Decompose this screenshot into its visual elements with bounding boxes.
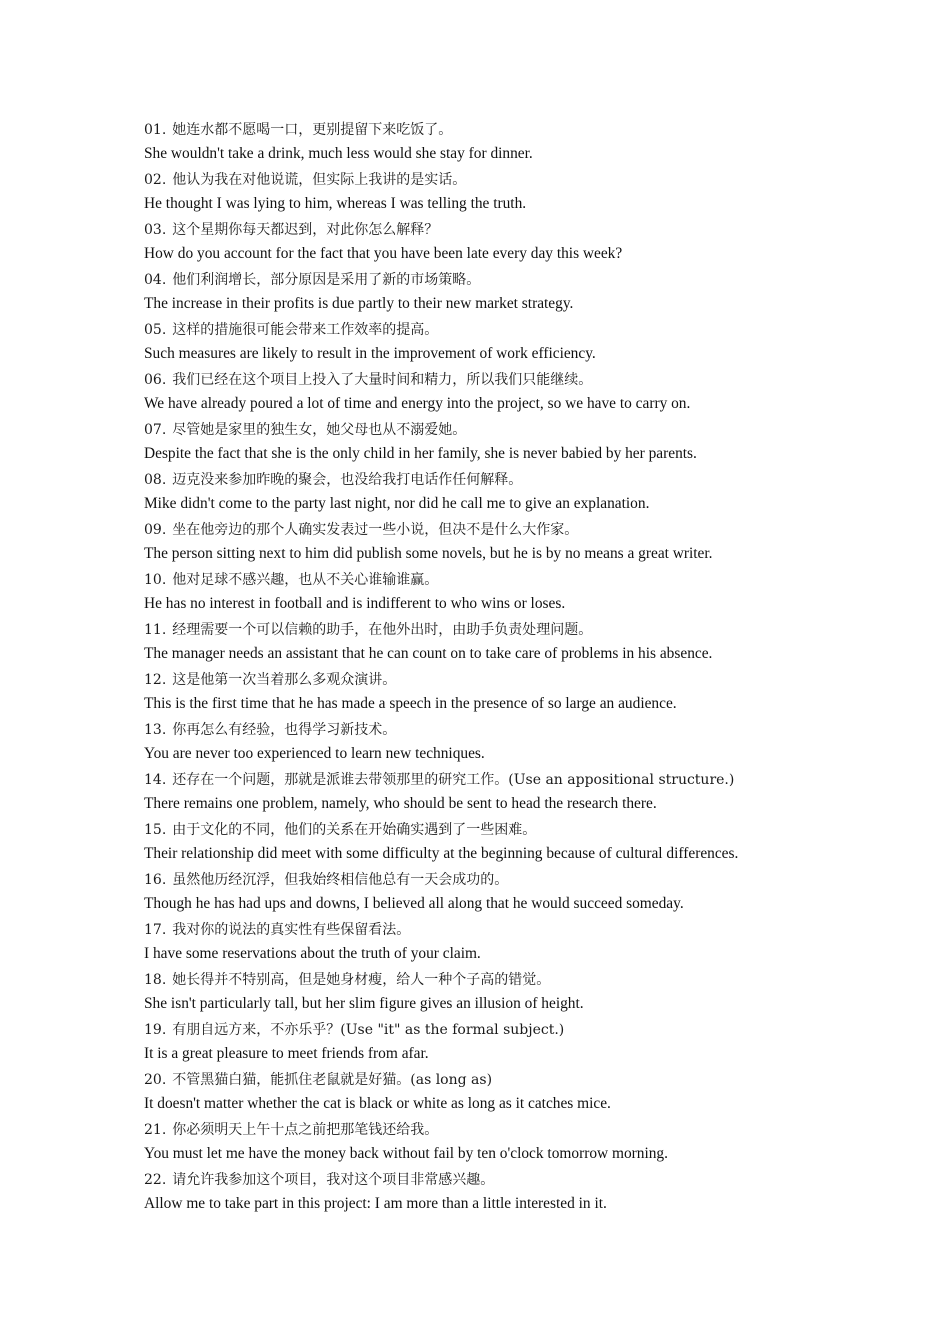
item-number: 21. [144, 1122, 167, 1138]
chinese-sentence [144, 969, 934, 992]
item-number: 02. [144, 172, 167, 188]
translation-exercise-list [144, 115, 934, 1215]
english-translation: There remains one problem, namely, who should be sent to head the research there. [144, 795, 657, 812]
chinese-text: 尽管她是家里的独生女，她父母也从不溺爱她。 [172, 422, 467, 438]
exercise-item [144, 819, 934, 865]
exercise-item [144, 719, 934, 765]
item-number: 05. [144, 322, 167, 338]
exercise-item [144, 669, 934, 715]
english-translation: The person sitting next to him did publish some novels, but he is by no means a great writer. [144, 545, 713, 562]
exercise-item [144, 969, 934, 1015]
chinese-sentence [144, 1069, 934, 1092]
item-number: 17. [144, 922, 167, 938]
english-translation: Despite the fact that she is the only child in her family, she is never babied by her parents. [144, 445, 697, 462]
item-number: 14. [144, 772, 167, 788]
chinese-sentence [144, 319, 934, 342]
english-translation: Allow me to take part in this project: I am more than a little interested in it. [144, 1195, 607, 1212]
exercise-item [144, 769, 934, 815]
chinese-sentence [144, 369, 934, 392]
chinese-text: 我对你的说法的真实性有些保留看法。 [172, 922, 411, 938]
chinese-text: 坐在他旁边的那个人确实发表过一些小说，但决不是什么大作家。 [172, 522, 579, 538]
chinese-text: 虽然他历经沉浮，但我始终相信他总有一天会成功的。 [172, 872, 509, 888]
item-number: 13. [144, 722, 167, 738]
chinese-text: 有朋自远方来，不亦乐乎？(Use "it" as the formal subject.) [172, 1022, 565, 1038]
item-number: 11. [144, 622, 167, 638]
chinese-text: 这个星期你每天都迟到，对此你怎么解释？ [172, 222, 439, 238]
item-number: 20. [144, 1072, 167, 1088]
exercise-item [144, 169, 934, 215]
chinese-text: 她长得并不特别高，但是她身材瘦，给人一种个子高的错觉。 [172, 972, 551, 988]
english-translation: She isn't particularly tall, but her slim figure gives an illusion of height. [144, 995, 584, 1012]
chinese-text: 她连水都不愿喝一口，更别提留下来吃饭了。 [172, 122, 453, 138]
english-translation: The increase in their profits is due partly to their new market strategy. [144, 295, 574, 312]
item-number: 09. [144, 522, 167, 538]
english-translation: You are never too experienced to learn new techniques. [144, 745, 485, 762]
chinese-sentence [144, 219, 934, 242]
chinese-text: 经理需要一个可以信赖的助手，在他外出时，由助手负责处理问题。 [172, 622, 593, 638]
exercise-item [144, 1119, 934, 1165]
chinese-text: 这是他第一次当着那么多观众演讲。 [172, 672, 397, 688]
item-number: 08. [144, 472, 167, 488]
item-number: 01. [144, 122, 167, 138]
english-translation: We have already poured a lot of time and energy into the project, so we have to carry on. [144, 395, 691, 412]
chinese-text: 迈克没来参加昨晚的聚会，也没给我打电话作任何解释。 [172, 472, 523, 488]
exercise-item [144, 619, 934, 665]
english-translation: Their relationship did meet with some difficulty at the beginning because of cultural differences. [144, 845, 739, 862]
english-translation: I have some reservations about the truth of your claim. [144, 945, 481, 962]
chinese-sentence [144, 919, 934, 942]
chinese-sentence [144, 1169, 934, 1192]
english-translation: Mike didn't come to the party last night, nor did he call me to give an explanation. [144, 495, 650, 512]
chinese-text: 他们利润增长，部分原因是采用了新的市场策略。 [172, 272, 481, 288]
chinese-text: 你再怎么有经验，也得学习新技术。 [172, 722, 397, 738]
chinese-text: 请允许我参加这个项目，我对这个项目非常感兴趣。 [172, 1172, 495, 1188]
chinese-text: 他对足球不感兴趣，也从不关心谁输谁赢。 [172, 572, 439, 588]
item-number: 06. [144, 372, 167, 388]
item-number: 19. [144, 1022, 167, 1038]
chinese-sentence [144, 719, 934, 742]
english-translation: He has no interest in football and is indifferent to who wins or loses. [144, 595, 566, 612]
exercise-item [144, 219, 934, 265]
exercise-item [144, 1169, 934, 1215]
item-number: 04. [144, 272, 167, 288]
exercise-item [144, 919, 934, 965]
chinese-sentence [144, 519, 934, 542]
chinese-sentence [144, 469, 934, 492]
chinese-sentence [144, 869, 934, 892]
chinese-sentence [144, 419, 934, 442]
exercise-item [144, 269, 934, 315]
chinese-text: 他认为我在对他说谎，但实际上我讲的是实话。 [172, 172, 467, 188]
exercise-item [144, 469, 934, 515]
exercise-item [144, 1069, 934, 1115]
item-number: 16. [144, 872, 167, 888]
english-translation: The manager needs an assistant that he can count on to take care of problems in his absence. [144, 645, 713, 662]
exercise-item [144, 569, 934, 615]
item-number: 12. [144, 672, 167, 688]
chinese-text: 由于文化的不同，他们的关系在开始确实遇到了一些困难。 [172, 822, 537, 838]
item-number: 15. [144, 822, 167, 838]
chinese-sentence [144, 269, 934, 292]
english-translation: Though he has had ups and downs, I believed all along that he would succeed someday. [144, 895, 684, 912]
exercise-item [144, 1019, 934, 1065]
exercise-item [144, 369, 934, 415]
exercise-item [144, 519, 934, 565]
exercise-item [144, 419, 934, 465]
english-translation: He thought I was lying to him, whereas I was telling the truth. [144, 195, 527, 212]
chinese-sentence [144, 169, 934, 192]
chinese-sentence [144, 769, 934, 792]
chinese-sentence [144, 119, 934, 142]
chinese-sentence [144, 1019, 934, 1042]
chinese-sentence [144, 819, 934, 842]
chinese-sentence [144, 569, 934, 592]
english-translation: It doesn't matter whether the cat is black or white as long as it catches mice. [144, 1095, 611, 1112]
english-translation: How do you account for the fact that you have been late every day this week? [144, 245, 623, 262]
item-number: 18. [144, 972, 167, 988]
exercise-item [144, 119, 934, 165]
chinese-text: 还存在一个问题，那就是派谁去带领那里的研究工作。(Use an appositional structure.) [172, 772, 735, 788]
english-translation: She wouldn't take a drink, much less would she stay for dinner. [144, 145, 533, 162]
chinese-text: 这样的措施很可能会带来工作效率的提高。 [172, 322, 439, 338]
chinese-text: 不管黑猫白猫，能抓住老鼠就是好猫。(as long as) [172, 1072, 493, 1088]
english-translation: This is the first time that he has made a speech in the presence of so large an audience. [144, 695, 677, 712]
item-number: 07. [144, 422, 167, 438]
english-translation: Such measures are likely to result in the improvement of work efficiency. [144, 345, 596, 362]
item-number: 10. [144, 572, 167, 588]
chinese-sentence [144, 1119, 934, 1142]
english-translation: You must let me have the money back without fail by ten o'clock tomorrow morning. [144, 1145, 668, 1162]
item-number: 03. [144, 222, 167, 238]
chinese-sentence [144, 619, 934, 642]
chinese-text: 你必须明天上午十点之前把那笔钱还给我。 [172, 1122, 439, 1138]
item-number: 22. [144, 1172, 167, 1188]
english-translation: It is a great pleasure to meet friends from afar. [144, 1045, 429, 1062]
chinese-sentence [144, 669, 934, 692]
chinese-text: 我们已经在这个项目上投入了大量时间和精力，所以我们只能继续。 [172, 372, 593, 388]
exercise-item [144, 319, 934, 365]
exercise-item [144, 869, 934, 915]
